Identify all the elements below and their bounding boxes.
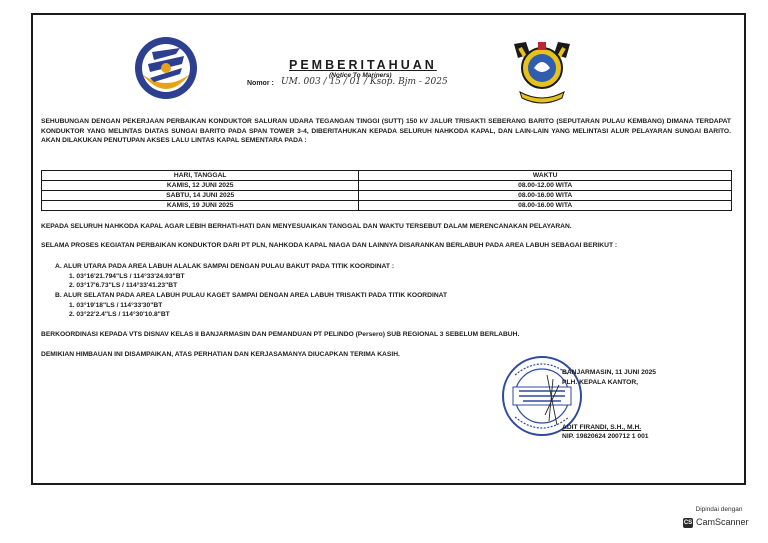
coordination-paragraph: BERKOORDINASI KEPADA VTS DISNAV KELAS II BANJARMASIN DAN PEMANDUAN PT PELINDO (Persero) SUB REGIONAL 3 SEBELUM BERLABUH. bbox=[41, 331, 520, 338]
camscanner-watermark bbox=[681, 506, 757, 534]
closing-paragraph: DEMIKIAN HIMBAUAN INI DISAMPAIKAN, ATAS PERHATIAN DAN KERJASAMANYA DIUCAPKAN TERIMA KASIH. bbox=[41, 351, 400, 358]
nomor-label: Nomor : bbox=[247, 80, 274, 87]
warning-paragraph: KEPADA SELURUH NAHKODA KAPAL AGAR LEBIH BERHATI-HATI DAN MENYESUAIKAN TANGGAL DAN WAKTU TERSEBUT DALAM MERENCANAKAN PELAYARAN. bbox=[41, 223, 572, 230]
table-row bbox=[42, 191, 732, 201]
scanner-caption: Dipindai dengan bbox=[695, 506, 743, 513]
table-header-row bbox=[42, 171, 732, 181]
harbor-master-emblem-icon bbox=[506, 34, 578, 106]
scanner-app-name: CamScanner bbox=[696, 517, 749, 527]
signatory-name: ADIT FIRANDI, S.H., M.H. bbox=[562, 424, 642, 431]
document-subtitle: (Notice To Mariners) bbox=[329, 72, 392, 79]
area-a-point-1: 1. 03°16'21.794"LS / 114°33'24.93"BT bbox=[69, 273, 185, 280]
area-a-label: A. ALUR UTARA PADA AREA LABUH ALALAK SAMPAI DENGAN PULAU BAKUT PADA TITIK KOORDINAT : bbox=[55, 263, 395, 270]
table-row bbox=[42, 181, 732, 191]
signature-place-date: BANJARMASIN, 11 JUNI 2025 bbox=[562, 369, 657, 376]
nomor-handwritten-value: UM. 003 / 15 / 01 / Ksop. Bjm - 2025 bbox=[281, 77, 448, 87]
ministry-logo-icon bbox=[132, 34, 200, 102]
row-time: 08.00-16.00 WITA bbox=[359, 201, 732, 211]
area-b-point-2: 2. 03°22'2.4"LS / 114°30'10.8"BT bbox=[69, 311, 170, 318]
signature-position: PLH. KEPALA KANTOR, bbox=[562, 379, 639, 386]
signatory-nip: NIP. 19820624 200712 1 001 bbox=[562, 433, 649, 440]
row-date: KAMIS, 12 JUNI 2025 bbox=[42, 181, 359, 191]
closure-schedule-table bbox=[41, 170, 732, 211]
row-date: SABTU, 14 JUNI 2025 bbox=[42, 191, 359, 201]
document-title: PEMBERITAHUAN bbox=[289, 58, 437, 72]
table-row bbox=[42, 201, 732, 211]
row-time: 08.00-12.00 WITA bbox=[359, 181, 732, 191]
row-time: 08.00-16.00 WITA bbox=[359, 191, 732, 201]
area-b-point-1: 1. 03°19'18"LS / 114°33'30"BT bbox=[69, 302, 163, 309]
row-date: KAMIS, 19 JUNI 2025 bbox=[42, 201, 359, 211]
camscanner-logo-icon: CS bbox=[683, 520, 693, 526]
header-time: WAKTU bbox=[359, 171, 732, 181]
area-a-point-2: 2. 03°17'6.73"LS / 114°33'41.23"BT bbox=[69, 282, 178, 289]
header-date: HARI, TANGGAL bbox=[42, 171, 359, 181]
intro-paragraph: SEHUBUNGAN DENGAN PEKERJAAN PERBAIKAN KONDUKTOR SALURAN UDARA TEGANGAN TINGGI (SUTT) 150 kV JALUR TRISAKTI SEBERANG BARITO (SEPUTARAN PULAU KEMBANG) DIMANA TERDAPAT KONDUKTOR YANG MELINTAS DIATAS SUNGAI BARITO PADA SPAN TOWER 3-4, DIBERITAHUKAN KEPADA SELURUH NAHKODA KAPAL, DAN LAIN-LAIN YANG MELINTASI ALUR PELAYARAN SUNGAI BARITO. AKAN DILAKUKAN PENUTUPAN AKSES LALU LINTAS KAPAL SEMENTARA PADA : bbox=[41, 118, 731, 144]
anchorage-intro-paragraph: SELAMA PROSES KEGIATAN PERBAIKAN KONDUKTOR DARI PT PLN, NAHKODA KAPAL NIAGA DAN LAINNYA DISARANKAN BERLABUH PADA AREA LABUH SEBAGAI BERIKUT : bbox=[41, 242, 618, 249]
area-b-label: B. ALUR SELATAN PADA AREA LABUH PULAU KAGET SAMPAI DENGAN AREA LABUH TRISAKTI PADA TITIK KOORDINAT bbox=[55, 292, 448, 299]
